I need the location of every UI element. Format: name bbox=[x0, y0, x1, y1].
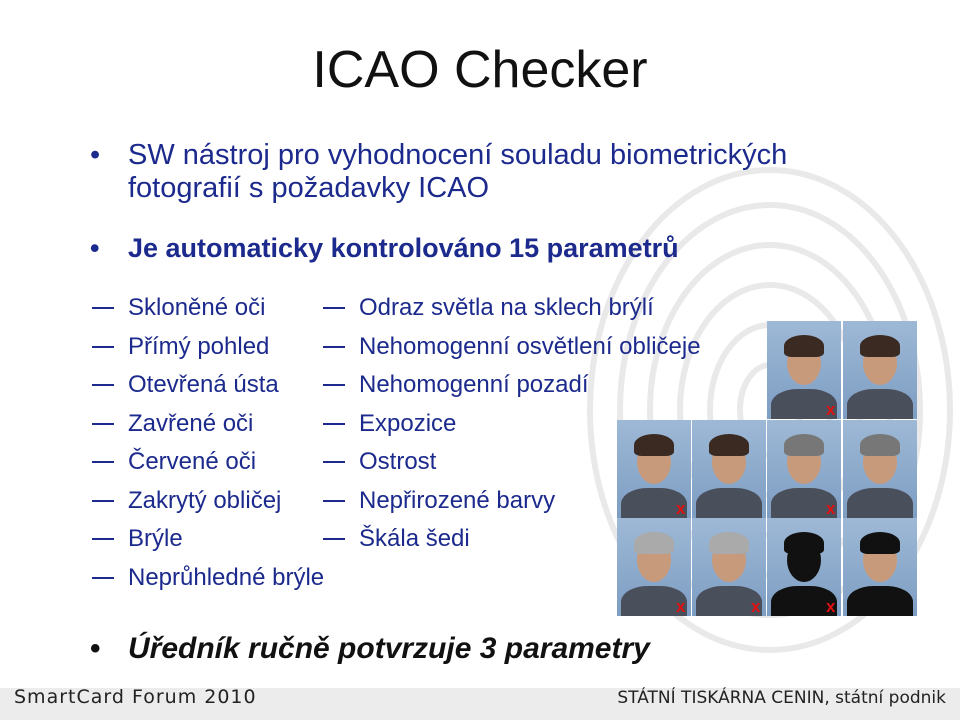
sample-photo bbox=[692, 420, 766, 518]
sample-photo bbox=[843, 321, 917, 419]
sample-photo bbox=[843, 420, 917, 518]
reject-mark-icon: x bbox=[826, 499, 836, 518]
bullet-dot-icon: • bbox=[90, 233, 100, 263]
parameter-item: Expozice bbox=[323, 405, 701, 444]
parameter-item: Zakrytý obličej bbox=[92, 482, 324, 521]
reject-mark-icon: x bbox=[826, 400, 836, 419]
parameter-item: Odraz světla na sklech brýlí bbox=[323, 289, 701, 328]
bullet-dot-icon: • bbox=[90, 139, 101, 171]
bullet-description-text: SW nástroj pro vyhodnocení souladu biometrických fotografií s požadavky ICAO bbox=[128, 139, 788, 204]
reject-mark-icon: x bbox=[751, 597, 761, 616]
reject-mark-icon: x bbox=[676, 597, 686, 616]
parameter-item: Škála šedi bbox=[323, 520, 701, 559]
slide-title: ICAO Checker bbox=[312, 41, 648, 99]
parameter-item: Brýle bbox=[92, 520, 324, 559]
bullet-dot-icon: • bbox=[90, 632, 101, 665]
footer-left: SmartCard Forum 2010 bbox=[14, 686, 257, 708]
parameter-item: Ostrost bbox=[323, 443, 701, 482]
bullet-manual-check bbox=[90, 632, 650, 666]
parameter-item: Zavřené oči bbox=[92, 405, 324, 444]
bullet-manual-check-text: Úředník ručně potvrzuje 3 parametry bbox=[128, 632, 650, 665]
reject-mark-icon: x bbox=[676, 499, 686, 518]
parameter-item: Skloněné oči bbox=[92, 289, 324, 328]
parameter-item: Přímý pohled bbox=[92, 328, 324, 367]
sample-photo bbox=[843, 518, 917, 616]
parameter-item: Neprůhledné brýle bbox=[92, 559, 324, 598]
bullet-auto-check-text: Je automaticky kontrolováno 15 parametrů bbox=[128, 233, 679, 263]
footer-right: STÁTNÍ TISKÁRNA CENIN, státní podnik bbox=[617, 688, 946, 708]
parameter-item: Nepřirozené barvy bbox=[323, 482, 701, 521]
reject-mark-icon: x bbox=[826, 597, 836, 616]
parameter-item: Nehomogenní osvětlení obličeje bbox=[323, 328, 701, 367]
parameter-item: Červené oči bbox=[92, 443, 324, 482]
parameter-item: Nehomogenní pozadí bbox=[323, 366, 701, 405]
parameter-item: Otevřená ústa bbox=[92, 366, 324, 405]
